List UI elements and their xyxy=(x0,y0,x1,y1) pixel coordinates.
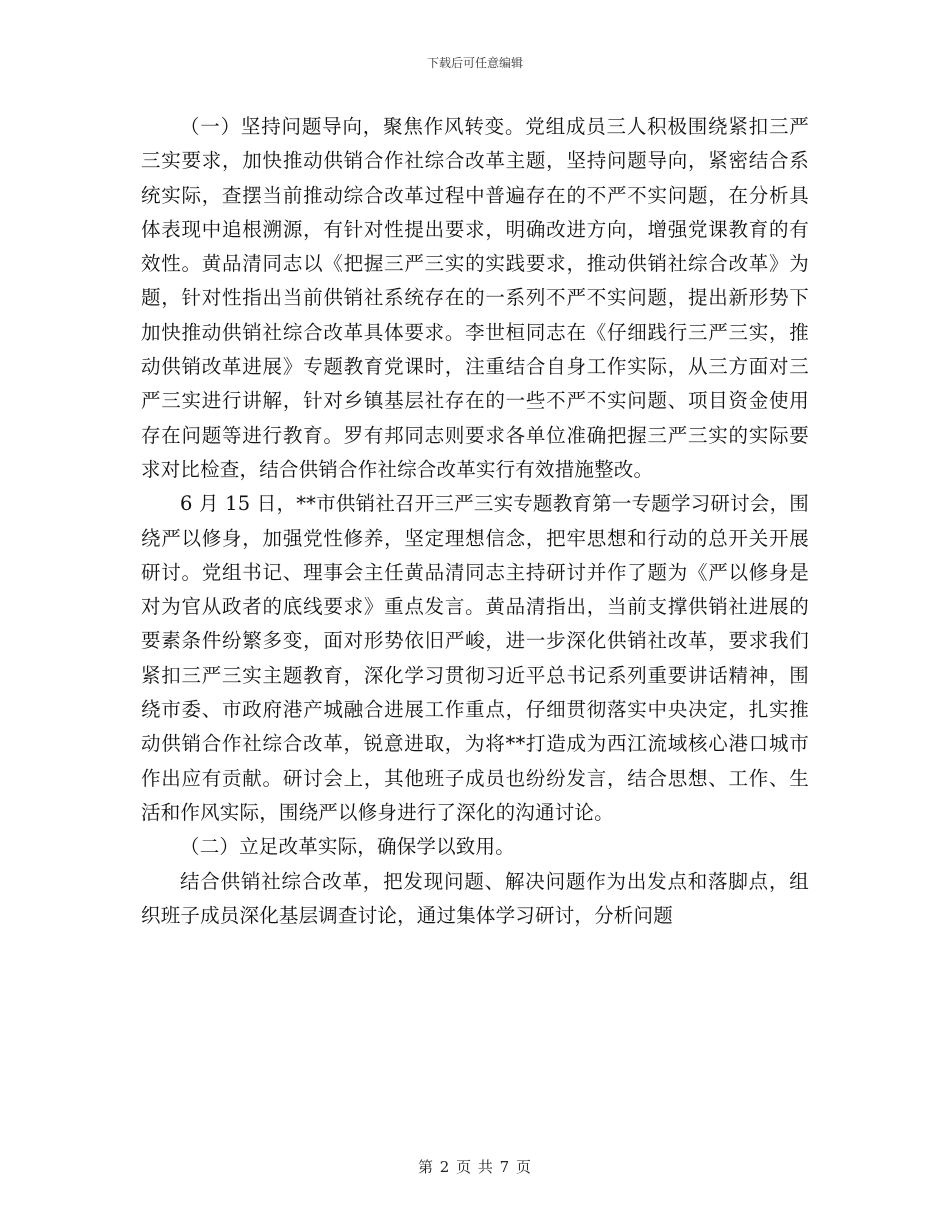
body-text xyxy=(141,110,809,933)
header-note: 下载后可任意编辑 xyxy=(426,56,523,70)
page-number: 第 2 页 共 7 页 xyxy=(418,1158,532,1176)
paragraph-seminar: 6 月 15 日，**市供销社召开三严三实专题教育第一专题学习研讨会，围绕严以修身，加强党性修养，坚定理想信念，把牢思想和行动的总开关开展研讨。党组书记、理事会主任黄品清同志主持研讨并作了题为《严以修身是对为官从政者的底线要求》重点发言。黄品清指出，当前支撑供销社进展的要素条件纷繁多变，面对形势依旧严峻，进一步深化供销社改革，要求我们紧扣三严三实主题教育，深化学习贯彻习近平总书记系列重要讲话精神，围绕市委、市政府港产城融合进展工作重点，仔细贯彻落实中央决定，扎实推动供销合作社综合改革，锐意进取，为将**打造成为西江流域核心港口城市作出应有贡献。研讨会上，其他班子成员也纷纷发言，结合思想、工作、生活和作风实际，围绕严以修身进行了深化的沟通讨论。 xyxy=(141,492,809,824)
paragraph-section-two-heading: （二）立足改革实际，确保学以致用。 xyxy=(180,835,515,859)
paragraph-section-one: （一）坚持问题导向，聚焦作风转变。党组成员三人积极围绕紧扣三严三实要求，加快推动供销合作社综合改革主题，坚持问题导向，紧密结合系统实际，查摆当前推动综合改革过程中普遍存在的不严不实问题，在分析具体表现中追根溯源，有针对性提出要求，明确改进方向，增强党课教育的有效性。黄品清同志以《把握三严三实的实践要求，推动供销社综合改革》为题，针对性指出当前供销社系统存在的一系列不严不实问题，提出新形势下加快推动供销社综合改革具体要求。李世桓同志在《仔细践行三严三实，推动供销改革进展》专题教育党课时，注重结合自身工作实际，从三方面对三严三实进行讲解，针对乡镇基层社存在的一些不严不实问题、项目资金使用存在问题等进行教育。罗有邦同志则要求各单位准确把握三严三实的实际要求对比检查，结合供销合作社综合改革实行有效措施整改。 xyxy=(141,115,809,481)
paragraph-reform-practice: 结合供销社综合改革，把发现问题、解决问题作为出发点和落脚点，组织班子成员深化基层调查讨论，通过集体学习研讨，分析问题 xyxy=(141,869,809,927)
